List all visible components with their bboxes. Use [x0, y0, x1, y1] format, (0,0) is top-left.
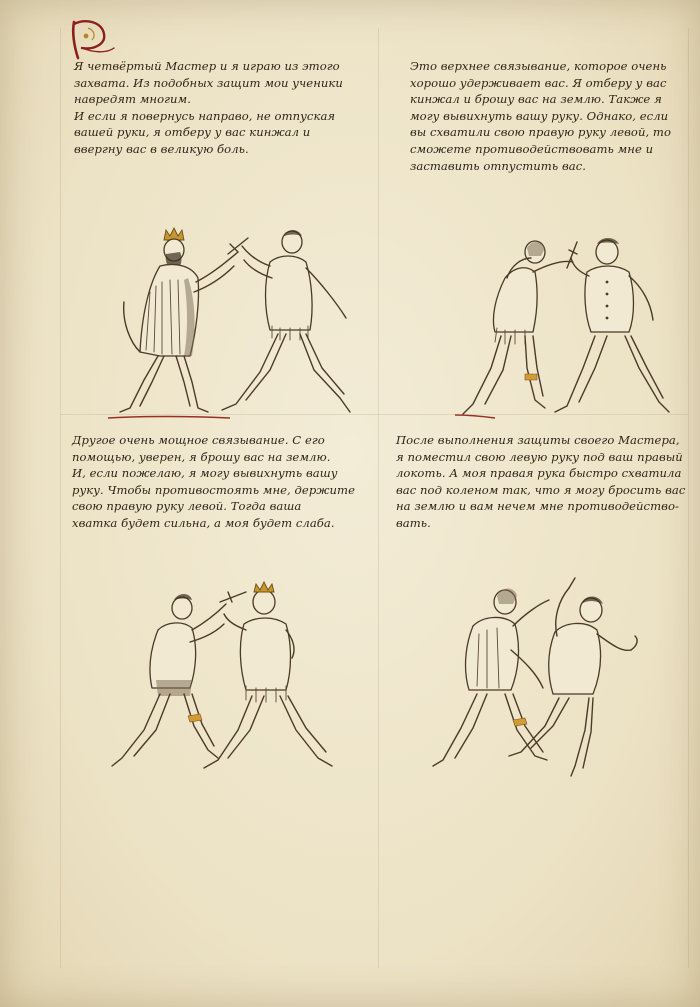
text-line: заставить отпустить вас.: [410, 158, 586, 173]
text-line: ввергну вас в великую боль.: [74, 141, 249, 156]
paragraph-knee-throw: [396, 432, 696, 532]
text-line: Я четвёртый Мастер и я играю из этого: [74, 59, 340, 73]
text-line: могу вывихнуть вашу руку. Однако, если: [410, 108, 669, 123]
text-line: хватка будет сильна, а моя будет слаба.: [72, 515, 335, 530]
text-line: После выполнения защиты своего Мастера,: [396, 433, 680, 447]
text-line: И если я повернусь направо, не отпуская: [74, 108, 336, 123]
two-fighters-upper-bind-drawing-icon: [455, 228, 685, 423]
text-line: руку. Чтобы противостоять мне, держите: [72, 482, 356, 497]
paragraph-fourth-master: [74, 58, 374, 158]
text-line: вас под коленом так, что я могу бросить вас: [396, 482, 686, 497]
two-fighters-lower-bind-drawing-icon: [100, 580, 350, 785]
two-fighters-knee-throw-drawing-icon: [425, 570, 655, 785]
text-line: И, если пожелаю, я могу вывихнуть вашу: [72, 466, 338, 481]
text-line: захвата. Из подобных защит мои ученики: [74, 75, 343, 90]
text-line: вы схватили свою правую руку левой, то: [410, 125, 672, 140]
text-line: Это верхнее связывание, которое очень: [410, 59, 667, 73]
decorated-initial-icon: [66, 18, 118, 62]
two-fighters-king-master-drawing-icon: [100, 222, 370, 432]
text-line: я поместил свою левую руку под ваш правый: [396, 449, 683, 464]
text-line: кинжал и брошу вас на землю. Также я: [410, 92, 662, 107]
text-line: Другое очень мощное связывание. С его: [72, 433, 325, 447]
paragraph-upper-bind: [410, 58, 695, 174]
text-line: локоть. А моя правая рука быстро схватила: [396, 466, 682, 481]
text-line: на землю и вам нечем мне противодейство-: [396, 499, 679, 514]
text-line: хорошо удерживает вас. Я отберу у вас: [410, 75, 667, 90]
text-line: сможете противодействовать мне и: [410, 141, 654, 156]
ruling-line-left: [60, 28, 61, 968]
text-line: помощью, уверен, я брошу вас на землю.: [72, 449, 331, 464]
text-line: свою правую руку левой. Тогда ваша: [72, 499, 302, 514]
text-line: вашей руки, я отберу у вас кинжал и: [74, 125, 311, 140]
paragraph-lower-bind: [72, 432, 392, 532]
text-line: навредят многим.: [74, 92, 191, 107]
text-line: вать.: [396, 515, 431, 530]
